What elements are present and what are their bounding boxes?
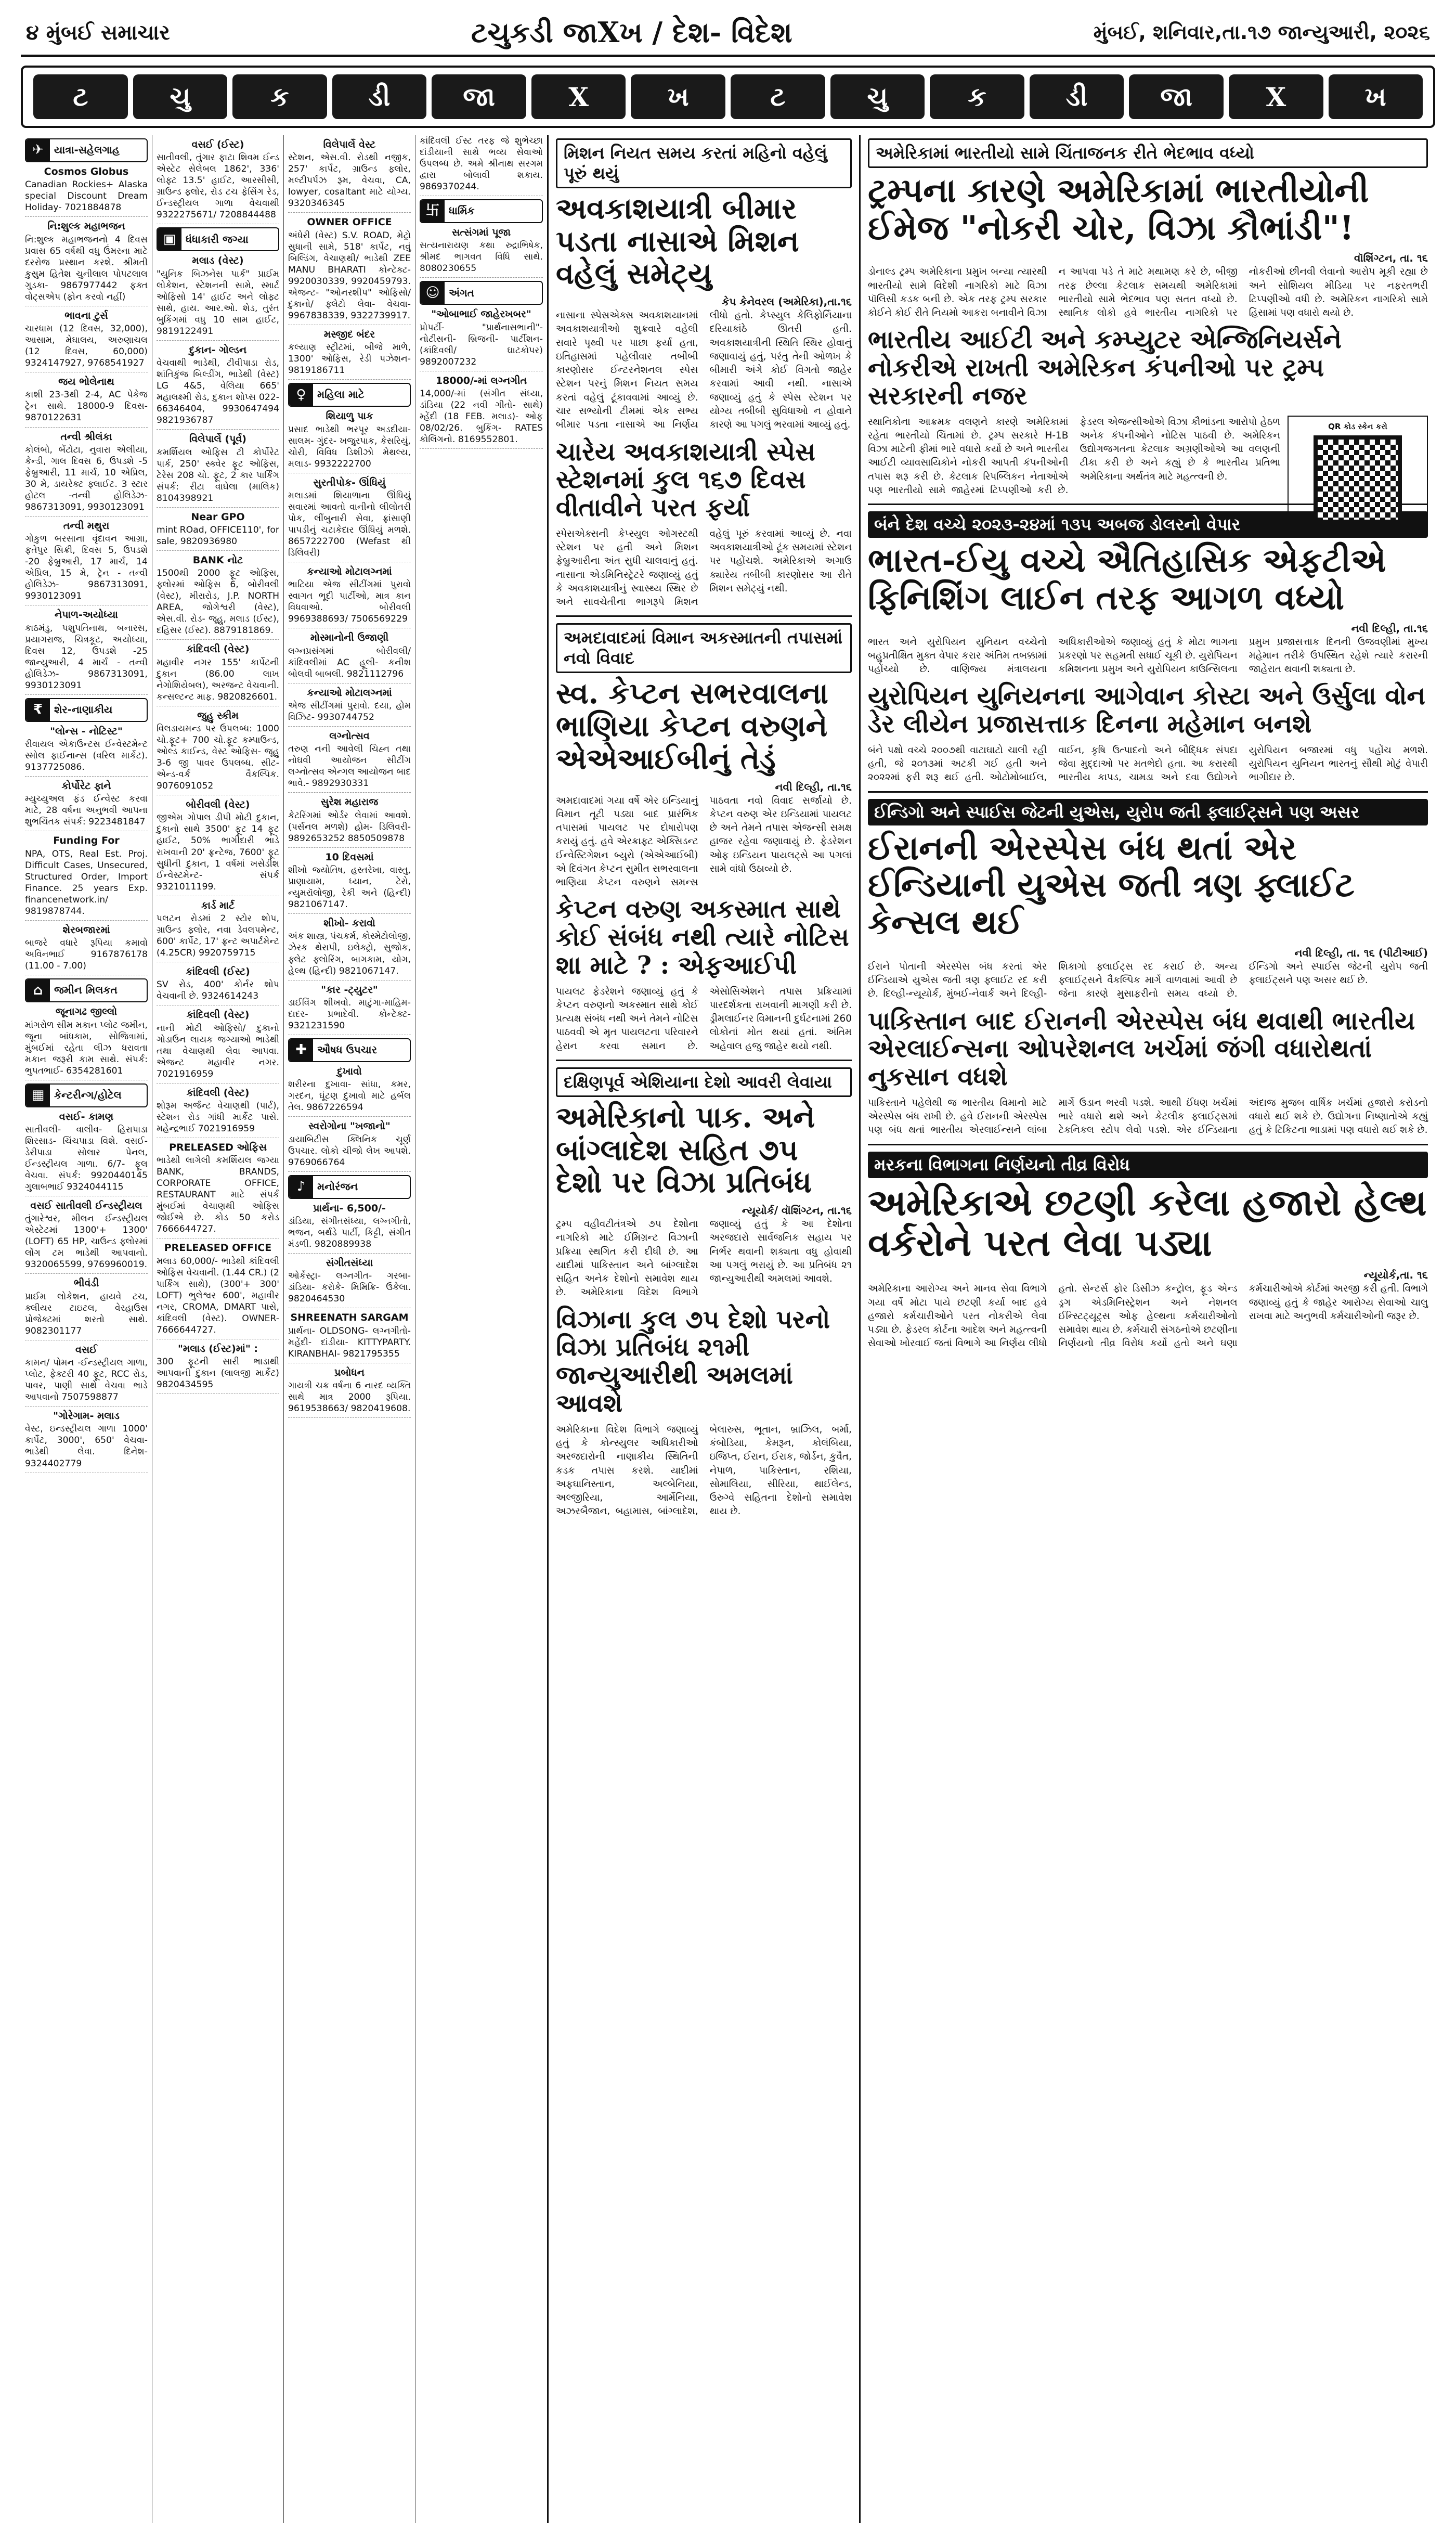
ad-title: "કાર -ટ્યુટર" xyxy=(321,984,378,996)
classified-column-3 xyxy=(284,135,415,2523)
divider xyxy=(868,1144,1428,1145)
article-body: નાસાના સ્પેસએક્સ અવકાશયાનમાં અવકાશયાત્રીઓ શુક્રવારે વહેલી સવારે પૃથ્વી પર પાછા ફર્યા હતા, ઇતિહાસમાં પહેલીવાર તબીબી કારણોસર ઈન્ટરનેશનલ સ્પેસ સ્ટેશન પરનું મિશન નિયત સમય કરતાં વહેલું ટૂંકાવવામાં આવ્યું છે. ચાર સભ્યોની ટીમમાં એક સભ્ય બીમાર પડતા નાસાએ આ નિર્ણય લીધો હતો. કેપ્સ્યુલ કેલિફોર્નિયાના દરિયાકાંઠે ઊતરી હતી. અવકાશયાત્રીની સ્થિતિ સ્થિર હોવાનું જણાવાયું હતું, પરંતુ તેની ઓળખ કે બીમારી અંગે કોઈ વિગતો જાહેર કરવામાં આવી નથી. નાસાએ જણાવ્યું હતું કે સ્પેસ સ્ટેશન પર યોગ્ય તબીબી સુવિધાઓ ન હોવાને કારણે આ પગલું ભરવામાં આવ્યું હતું. xyxy=(556,310,852,431)
category-share xyxy=(25,698,148,722)
dateline: મુંબઈ, શનિવાર,તા.૧૭ જાન્યુઆરી, ૨૦૨૬ xyxy=(1093,21,1430,44)
ad-text: તરુણ નની આવેલી ચિહ્ન તથા નોઘવી આયોજન સીટીંગ લગ્નોત્સવ એન્ગલ આયોજન બાદ ભાવે.- 9892930331 xyxy=(288,743,411,793)
ad-text: વેચવાથી ભાડેથી, ટીવીપાડા રોડ, શાંતિકુંજ બિલ્ડીંગ, ભાડેથી (વેસ્ટ) LG 4&5, વેલિયા 665' મહાલક્ષ્મી રોડ, દુકાન શોપ્સ 022-66346404, 9930647494 9821936787 xyxy=(157,357,279,430)
ad-text: કોલંબો, બેંટોટા, નુવારા એલીયા, કેન્ડી, ગાલ દિવસ 6, ઉપડશે -5 ફેબ્રુઆરી, 11 માર્ચ, 10 એપ્રિલ, 30 મે, ડાયરેક્ટ ફ્લાઈટ. 3 સ્ટાર હોટલ -તન્વી હોલિડેઝ- 9867313091, 9930123091 xyxy=(25,444,148,517)
ad-text: NPA, OTS, Real Est. Proj. Difficult Cases, Unsecured, Structured Order, Import Finance. 25 years Exp. financenetwork.in/ 9819878744. xyxy=(25,848,148,921)
qr-code-icon xyxy=(1314,435,1402,524)
news-section xyxy=(549,135,1435,2523)
ad-text: મહાવીર નગર 155' કાર્પેટની દુકાન (86.00 લાખ નેગોશિયેબલ), અરજન્ટ વેચવાની. કન્સલ્ટન્ટ માફ. 9820826601. xyxy=(157,657,279,706)
ad-text: કલ્યાણ સ્ટ્રીટમાં, બીજે માળે, 1300' ઓફિસ, રેડી પઝેશન- 9819186711 xyxy=(288,342,411,380)
article-body: અમેરિકાના વિદેશ વિભાગે જણાવ્યું હતું કે કોન્સ્યુલર અધિકારીઓ અરજદારોની નાણાકીય સ્થિતિની કડક તપાસ કરશે. યાદીમાં અફઘાનિસ્તાન, અલ્બેનિયા, અલ્જીરિયા, આર્મેનિયા, અઝરબૈજાન, બહામાસ, બાંગ્લાદેશ, બેલારુસ, ભૂતાન, બ્રાઝિલ, બર્મા, કંબોડિયા, કેમરૂન, કોલંબિયા, ઇજિપ્ત, ઈરાન, ઈરાક, જોર્ડન, કુવૈત, નેપાળ, પાકિસ્તાન, રશિયા, સોમાલિયા, સીરિયા, થાઈલેન્ડ, ઉરુગ્વે સહિતના દેશોનો સમાવેશ થાય છે. xyxy=(556,1424,852,1517)
ad-text: ડાઈવિંગ શીખવો. માટુંગા-માહિમ- દાદર- પ્રભાદેવી. કોન્ટેક્ટ- 9321231590 xyxy=(288,997,411,1035)
category-label: ઔષધ ઉપચાર xyxy=(317,1043,377,1056)
ad-title: શેરબજારમાં xyxy=(62,924,110,936)
category-label: મહિલા માટે xyxy=(317,388,365,401)
ad-title: "ઓબાભાઈ જાહેરખબર" xyxy=(431,308,531,320)
ad-title: સુરતીપોક- ઊંધિયું xyxy=(313,476,386,488)
article-headline: અવકાશયાત્રી બીમાર પડતા નાસાએ મિશન વહેલું સમેટ્યુ xyxy=(556,191,799,291)
ad-text: બાજરે વધારે રૂપિયા કમાવો અવિનભાઈ 9167876178 (11.00 - 7.00) xyxy=(25,937,148,975)
article-subhead: ચારેય અવકાશયાત્રી સ્પેસ સ્ટેશનમાં કુલ ૧૬૭ દિવસ વીતાવીને પરત ફર્યા xyxy=(556,437,816,523)
category-label: ધાર્મિક xyxy=(449,204,475,217)
banner-letter: ક xyxy=(930,74,1024,119)
ad-title: BANK નોટ xyxy=(192,554,243,566)
ad-title: વસઈ સાતીવલી ઈન્ડસ્ટ્રીયલ xyxy=(30,1200,142,1211)
banner-letter: ચુ xyxy=(830,74,925,119)
ad-title: વિલેપાર્લે (પૂર્વ) xyxy=(189,433,246,445)
article-headline: અમેરિકાએ છટણી કરેલા હજારો હેલ્થ વર્કરોને પરત લેવા પડ્યા xyxy=(868,1180,1427,1264)
article-body: સ્પેસએક્સની કેપ્સ્યુલ ઓગસ્ટથી સ્ટેશન પર હતી અને મિશન ફેબ્રુઆરીના અંત સુધી ચાલવાનું હતું. નાસાના એડમિનિસ્ટ્રેટરે જણાવ્યું હતું કે અવકાશયાત્રીનું સ્વાસ્થ્ય સ્થિર છે અને સાવચેતીના ભાગરૂપે મિશન વહેલું પૂરું કરવામાં આવ્યું છે. નવા અવકાશયાત્રીઓ ટૂંક સમયમાં સ્ટેશન પર પહોંચશે. અમેરિકાએ અગાઉ ક્યારેય તબીબી કારણોસર આ રીતે મિશન સમેટ્યું નથી. xyxy=(556,528,852,608)
article-headline: ટ્રમ્પના કારણે અમેરિકામાં ભારતીયોની ઈમેજ "નોકરી ચોર, વિઝા કૌભાંડી"! xyxy=(868,171,1369,248)
ad-title: કાંદિવલી (વેસ્ટ) xyxy=(186,643,250,655)
ad-title: "મલાડ (ઈસ્ટ)માં" : xyxy=(177,1343,258,1354)
category-label: યાત્રા-સહેલગાહ xyxy=(54,144,120,157)
ad-title: તન્વી મથુરા xyxy=(63,520,110,532)
ad-text: સત્યનારાયણ કથા રુદ્રાભિષેક, શ્રીમદ ભાગવત વિધિ સાથે. 8080230655 xyxy=(420,240,543,278)
article-dateline: નવી દિલ્હી, તા.૧૬ xyxy=(1351,622,1428,635)
ad-title: બોરીવલી (વેસ્ટ) xyxy=(186,799,250,811)
ad-title: કાંદિવલી (વેસ્ટ) xyxy=(186,1009,250,1021)
banner-letter: જા xyxy=(1129,74,1224,119)
article-dateline: ન્યૂયોર્ક,તા. ૧૬ xyxy=(1363,1269,1428,1282)
article-dateline: નવી દિલ્હી, તા.૧૬ xyxy=(775,780,852,793)
classified-banner xyxy=(21,66,1435,128)
ad-title: તન્વી શ્રીલંકા xyxy=(60,431,112,443)
ad-title: "ગોરેગામ- મલાડ xyxy=(53,1410,120,1422)
article-strap: ઈન્ડિગો અને સ્પાઈસ જેટની યુએસ, યુરોપ જતી ફ્લાઈટ્સને પણ અસર xyxy=(868,799,1428,825)
ad-text: ડાયાબિટીસ ક્લિનિક ચૂર્ણ ઉપચાર. લોકો ચીજો લેખ આપશે. 9769066764 xyxy=(288,1134,411,1172)
article-body: અમેરિકાના આરોગ્ય અને માનવ સેવા વિભાગે ગયા વર્ષે મોટા પાયે છટણી કર્યા બાદ હવે હજારો કર્મચારીઓને પરત નોકરીએ લેવા પડ્યા છે. ફેડરલ કોર્ટના આદેશ અને મહત્ત્વની સેવાઓ ખોરવાઈ જતાં વિભાગે આ નિર્ણય લીધો હતો. સેન્ટર્સ ફોર ડિસીઝ કન્ટ્રોલ, ફૂડ એન્ડ ડ્રગ એડમિનિસ્ટ્રેશન અને નેશનલ ઈન્સ્ટિટ્યૂટ્સ ઓફ હેલ્થના કર્મચારીઓનો સમાવેશ થાય છે. કર્મચારી સંગઠનોએ છટણીના નિર્ણયનો તીવ્ર વિરોધ કર્યો હતો અને ઘણા કર્મચારીઓએ કોર્ટમાં અરજી કરી હતી. વિભાગે જણાવ્યું હતું કે જાહેર આરોગ્ય સેવાઓ ચાલુ રાખવા માટે અનુભવી કર્મચારીઓની જરૂર છે. xyxy=(868,1283,1428,1349)
ad-text: mint ROad, OFFICE110', for sale, 9820936980 xyxy=(157,524,279,551)
banner-letter: X xyxy=(1229,74,1323,119)
ad-title: વસઈ xyxy=(75,1344,97,1356)
ad-title: ભાવના ટુર્સ xyxy=(64,309,108,321)
article-dateline: વૉશિંગ્ટન, તા. ૧૬ xyxy=(1354,252,1428,265)
banner-letter: ક xyxy=(232,74,327,119)
page-body xyxy=(21,135,1435,2523)
ad-title: મલાડ (વેસ્ટ) xyxy=(192,255,244,267)
ad-title: વિલેપાર્લે વેસ્ટ xyxy=(323,139,376,150)
ad-text: કમર્શિયલ ઓફિસ ટી કોર્પોરેટ પાર્ક, 250' સ્ક્વેર ફૂટ ઓફિસ, ટેરેસ 208 ચો. ફૂટ, 2 કાર પાર્કિંગ સંપર્ક: રીટા વાઘેલા (માલિક) 8104398921 xyxy=(157,447,279,508)
ad-title: વસઈ- કામણ xyxy=(59,1111,114,1122)
ad-title: મોસ્માનોની ઉજાણી xyxy=(310,632,389,644)
classified-column-4 xyxy=(415,135,547,2523)
ad-title: સત્સંગમાં પૂજા xyxy=(451,227,511,239)
qr-code-box[interactable] xyxy=(1288,416,1428,534)
ad-text: એજ સીટીંગમાં પુરાવો. દયા, હોમ વિઝિટ- 9930744752 xyxy=(288,700,411,727)
ad-text: કાંદિવલી ઈસ્ટ તરફ જે શુભેચ્છા દાંડીયાની સાથે ભવ્ય સેવાઓ ઉપલબ્ધ છે. અમે શ્રીનાથ સરગમ દ્વારા બોલાવી શકાય. 9869370244. xyxy=(420,135,543,196)
rupee-icon: ₹ xyxy=(26,699,50,721)
ad-text: કાશી 23-3થી 2-4, AC પેકેજ ટ્રેન સાથે. 18000-9 દિવસ- 9870122631 xyxy=(25,389,148,427)
house-icon: ⌂ xyxy=(26,979,50,1001)
ad-title: જૂનાગઢ જીલ્લો xyxy=(55,1006,118,1018)
ad-text: Canadian Rockies+ Alaska special Discount Dream Holiday- 7021884878 xyxy=(25,179,148,217)
divider xyxy=(556,1060,852,1061)
ad-text: ભાડેથી લાગેલી કમર્શિયલ જગ્યા BANK, BRANDS, CORPORATE OFFICE, RESTAURANT માટે સંપર્ક મુંબઈમાં વેચાણથી ઓફિસ જોઈએ છે. કોડ 50 કરોડ 7666644727. xyxy=(157,1155,279,1238)
ad-text: અંક શાસ્ત્ર, પંચકર્મ, કોસ્મેટોલોજી, ઝેરક થેરાપી, ઇલેક્ટ્રો, સુજોક, ફ્લેટ ફ્લોરિંગ, બાગકામ, યોગ, હેલ્થ (હિન્દી) 9821067147. xyxy=(288,931,411,980)
article-headline: અમેરિકાનો પાક. અને બાંગ્લાદેશ સહિત ૭૫ દેશો પર વિઝા પ્રતિબંધ xyxy=(556,1100,815,1200)
news-column-left xyxy=(549,135,861,2523)
banner-letter: X xyxy=(531,74,626,119)
classified-column-1 xyxy=(21,135,152,2523)
ad-title: સ્વરોગોના "ખજાનો" xyxy=(308,1120,391,1132)
ad-text: શોરૂમ અર્જન્ટ વેચાણથી (પાર્ટ), સ્ટેશન રોડ ગાંધી માર્કેટ પાસે. મહેન્દ્રભાઈ 7021916959 xyxy=(157,1100,279,1138)
category-hotel xyxy=(25,1083,148,1107)
ad-title: "લોન્સ - નોટિસ્ટ" xyxy=(50,725,123,737)
banner-letter: ખ xyxy=(631,74,725,119)
ad-title: લગ્નોત્સવ xyxy=(329,730,370,742)
article-body: ટ્રમ્પ વહીવટીતંત્રએ ૭૫ દેશોના નાગરિકો માટે ઈમિગ્રન્ટ વિઝાની પ્રક્રિયા સ્થગિત કરી દીધી છે. આ યાદીમાં પાકિસ્તાન અને બાંગ્લાદેશ સહિત અનેક દેશોનો સમાવેશ થાય છે. અમેરિકાના વિદેશ વિભાગે જણાવ્યું હતું કે આ દેશોના અરજદારો સાર્વજનિક સહાય પર નિર્ભર થવાની શક્યતા વધુ હોવાથી આ પગલું ભરાયું છે. આ પ્રતિબંધ ૨૧ જાન્યુઆરીથી અમલમાં આવશે. xyxy=(556,1219,852,1298)
building-icon: ▦ xyxy=(26,1085,50,1106)
ad-text: પ્રાઈમ લોકેશન, હાયવે ટચ, ક્લીયર ટાઇટલ, વેરહાઉસ પ્રોજેક્ટમાં શરતો સાથે. 9082301177 xyxy=(25,1291,148,1340)
category-label: જમીન મિલકત xyxy=(54,984,118,997)
article-strap: મરકના વિભાગના નિર્ણયનો તીવ્ર વિરોધ xyxy=(868,1152,1428,1178)
ad-title: કાંદિવલી (વેસ્ટ) xyxy=(186,1087,250,1099)
category-women xyxy=(288,383,411,407)
banner-letter: ટ xyxy=(731,74,825,119)
news-column-right xyxy=(861,135,1435,2523)
ad-title: PRELEASED ઓફિસ xyxy=(169,1142,267,1154)
section-title: ટચુકડી જાXખ / દેશ- વિદેશ xyxy=(471,16,792,49)
article-body: ડોનાલ્ડ ટ્રમ્પ અમેરિકાના પ્રમુખ બન્યા ત્યારથી ભારતીયો સામે વિદેશી નાગરિકો માટે વિઝા પૉલિસી કડક બની છે. એક તરફ ટ્રમ્પ સરકાર કોઈને કોઈ રીતે નિયમો આકરા બનાવીને વિઝા ન આપવા પડે તે માટે મથામણ કરે છે, બીજી તરફ છેલ્લા કેટલાક સમયથી અમેરિકામાં ભારતીયો સામે ભેદભાવ પણ સતત વધ્યો છે. સ્થાનિક લોકો હવે ભારતીય નાગરિકો પર નોકરીઓ છીનવી લેવાનો આરોપ મૂકી રહ્યા છે અને સોશિયલ મીડિયા પર નફરતભરી ટિપ્પણીઓ વધી છે. અમેરિકન નાગરિકો સામે હિંસામાં પણ વધારો થયો છે. xyxy=(868,266,1428,319)
article-trump xyxy=(868,138,1428,497)
article-headline: સ્વ. કેપ્ટન સભરવાલના ભાણિયા કેપ્ટન વરુણને એએઆઈબીનું તેડું xyxy=(556,676,828,776)
ad-text: ભાટિયા એજ સીટીંગમાં પુરાવો સ્વાગત ભૂદી પાર્ટીઓ, માત્ર કાન વિધવાઓ. બોરીવલી 9969388693/ 7506569229 xyxy=(288,579,411,628)
ad-text: શરીરના દુખાવા- સાંધા, કમર, ગરદન, ઘૂંટણ દુખાવો માટે હર્બલ તેલ. 9867226594 xyxy=(288,1079,411,1117)
ad-text: અંધેરી (વેસ્ટ) S.V. ROAD, મેટ્રો સુધાની સામે, 518' કાર્પેટ, નવું બિલ્ડિંગ, વેચાણથી/ ભાડેથી ZEE MANU BHARATI કોન્ટેક્ટ- 9920030339, 9920459793. એજન્ટ- "ઓનરશીપ" ઓફિસો/ દુકાનો/ ફ્લેટો લેવા- વેચવા- 9967838339, 9322739917. xyxy=(288,230,411,325)
woman-icon: ♀ xyxy=(289,384,313,406)
article-nasa xyxy=(556,138,852,609)
ad-text: તુંગારેશ્વર, મીલન ઈન્ડસ્ટ્રીયલ એસ્ટેટમાં 1300'+ 1300' (LOFT) 65 HP, ચાઉન્ડ ફ્લોરમાં લોંગ ટમ ભાડેથી આપવાનો. 9320065599, 9769960019. xyxy=(25,1213,148,1274)
article-body: અમદાવાદમાં ગયા વર્ષે એર ઇન્ડિયાનું વિમાન તૂટી પડ્યા બાદ પ્રારંભિક તપાસમાં પાયલટ પર દોષારોપણ કરાયું હતું. હવે એરક્રાફ્ટ એક્સિડન્ટ ઈન્વેસ્ટિગેશન બ્યુરો (એએઆઈબી) એ દિવંગત કેપ્ટન સુમીત સભરવાલના ભાણિયા કેપ્ટન વરુણને સમન્સ પાઠવતા નવો વિવાદ સર્જાયો છે. કેપ્ટન વરુણ એર ઇન્ડિયામાં પાયલટ છે અને તેમને તપાસ એજન્સી સમક્ષ હાજર રહેવા જણાવાયું છે. ફેડરેશન ઓફ ઇન્ડિયન પાયલટ્સે આ પગલાં સામે વાંધો ઉઠાવ્યો છે. xyxy=(556,795,852,888)
ad-title: જુહુ સ્કીમ xyxy=(197,709,239,721)
ad-text: માંગરોળ સીમ મકાન પ્લોટ જમીન, જૂના બાંધકામ, સોજિત્રામાં, મુંબઈમાં રહેતા લીઝ ધરાવતા મકાન જરૂરી કામ સાથે. સંપર્ક: ભુપતભાઈ- 6354281601 xyxy=(25,1020,148,1080)
article-subhead: પાકિસ્તાન બાદ ઈરાનની એરસ્પેસ બંધ થવાથી ભારતીય એરલાઈન્સના ઓપરેશનલ ખર્ચમાં જંગી વધારોથતાં નુકસાન વધશે xyxy=(868,1006,1415,1091)
ad-title: દુખાવો xyxy=(337,1065,362,1077)
shop-icon: ▣ xyxy=(158,228,181,250)
ad-title: મસ્જીદ બંદર xyxy=(323,328,375,340)
ad-text: મલાડ 60,000/- ભાડેથી કાંદિવલી ઓફિસ વેચવાની. (1.44 CR.) (2 પાર્કિંગ સાથે), (300'+ 300' LOFT) ભુલેશ્વર 600', મહાવીર નગર, CROMA, DMART પાસે, કાંદિવલી (વેસ્ટ). OWNER- 7666644727. xyxy=(157,1256,279,1339)
ad-text: લગ્નપ્રસંગમાં બોરીવલી/ કાંદિવલીમાં AC હૂલી- કનીશ બોલવી બાબલી. 9821112796 xyxy=(288,646,411,683)
article-strap: અમદાવાદમાં વિમાન અકસ્માતની તપાસમાં નવો વિવાદ xyxy=(556,623,852,673)
ad-text: સાતીવલી- વાલીવ- હિરાપાડા શિરસાડ- ચિંચપાડા વિશે. વસઈ- ડેરીપાડા સોલાર પેનલ, ઈન્ડસ્ટ્રીયલ ગાળા. 6/7- ફૂલ વેચવા. સંપર્ક: 9920440145 ગુલાબભાઈ 9324044115 xyxy=(25,1124,148,1196)
article-subhead: વિઝાના કુલ ૭૫ દેશો પરનો વિઝા પ્રતિબંધ ૨૧મી જાન્યુઆરીથી અમલમાં આવશે xyxy=(556,1305,830,1418)
article-dateline: કેપ કેનેવરલ (અમેરિકા),તા.૧૬ xyxy=(722,295,852,308)
article-health xyxy=(868,1152,1428,1351)
ad-title: નિ:શુલ્ક મહાભજન xyxy=(47,221,125,233)
ad-text: SV રોડ, 400' કોર્નર શોપ વેચવાની છે. 9324614243 xyxy=(157,979,279,1005)
ad-text: પલટન રોડમાં 2 સ્ટોર શોપ, ગ્રાઉન્ડ ફ્લોર, નવા ડેવલપમેન્ટ, 600' કાર્પેટ, 17' ફ્રન્ટ અપાર્ટમેન્ટ (4.25CR) 9920759715 xyxy=(157,913,279,962)
banner-letter: ડી xyxy=(1030,74,1124,119)
music-icon: ♪ xyxy=(289,1176,313,1198)
classifieds-section xyxy=(21,135,549,2523)
medicine-icon: ✚ xyxy=(289,1039,313,1061)
category-medicine xyxy=(288,1038,411,1062)
swastik-icon: 卐 xyxy=(421,200,445,222)
ad-text: પ્રસાદ ભાડેથી ભરપૂર અડદીયા- સાલમ- ગુંદર- ખજુરપાક, કેસરિયું, ચોરી, વિવિધ ડિશીઝો મેથલ્ય, મલાડ- 9932222700 xyxy=(288,424,411,473)
ad-title: નેપાળ-અયોધ્યા xyxy=(55,609,118,621)
article-dateline: નવી દિલ્હી, તા. ૧૬ (પીટીઆઈ) xyxy=(1294,946,1428,959)
ad-text: વેસ્ટ, ઇન્ડસ્ટ્રીયલ ગાળા 1000' કાર્પેટ, 3000', 650' વેચવા-ભાડેથી લેવા. દિનેશ- 9324402779 xyxy=(25,1423,148,1473)
ad-title: દુકાન- ગોલ્ડન xyxy=(189,344,247,356)
article-dateline: ન્યૂયોર્ક/ વૉશિંગ્ટન, તા.૧૬ xyxy=(742,1204,852,1217)
ad-title: PRELEASED OFFICE xyxy=(164,1242,272,1254)
category-personal xyxy=(420,281,543,305)
masthead xyxy=(21,10,1435,57)
ad-title: કાંદિવલી (ઈસ્ટ) xyxy=(186,965,250,977)
ad-title: પ્રાર્થના- 6,500/- xyxy=(313,1202,386,1214)
travel-icon: ✈ xyxy=(26,139,50,161)
ad-title: કોર્પોરેટ ફાને xyxy=(61,780,111,792)
ad-title: શિયાળુ પાક xyxy=(326,410,373,422)
ad-title: પ્રબોધન xyxy=(334,1366,365,1378)
article-body: ભારત અને યુરોપિયન યુનિયન વચ્ચેનો બહુપ્રતીક્ષિત મુક્ત વેપાર કરાર અંતિમ તબક્કામાં પહોંચ્યો છે. વાણિજ્ય મંત્રાલયના અધિકારીઓએ જણાવ્યું હતું કે મોટા ભાગના પ્રકરણો પર સહમતી સધાઈ ચૂકી છે. યુરોપિયન કમિશનના પ્રમુખ અને યુરોપિયન કાઉન્સિલના પ્રમુખ પ્રજાસત્તાક દિનની ઉજવણીમાં મુખ્ય મહેમાન તરીકે ઉપસ્થિત રહેશે ત્યારે કરારની જાહેરાત થવાની શક્યતા છે. xyxy=(868,636,1428,675)
category-land xyxy=(25,978,148,1002)
article-strap: અમેરિકામાં ભારતીયો સામે ચિંતાજનક રીતે ભેદભાવ વધ્યો xyxy=(868,138,1428,168)
article-subhead: યુરોપિયન યુનિયનના આગેવાન કોસ્ટા અને ઉર્સુલા વોન ડેર લીયેન પ્રજાસત્તાક દિનના મહેમાન બનશે xyxy=(868,681,1426,739)
article-body: પાયલટ ફેડરેશને જણાવ્યું હતું કે કેપ્ટન વરુણનો અકસ્માત સાથે કોઈ પ્રત્યક્ષ સંબંધ નથી અને તેમને નોટિસ પાઠવવી એ મૃત પાયલટના પરિવારને હેરાન કરવા સમાન છે. એસોસિએશને તપાસ પ્રક્રિયામાં પારદર્શકતા રાખવાની માગણી કરી છે. ડ્રીમલાઈનર વિમાનની દુર્ઘટનામાં 260 લોકોનાં મોત થયાં હતાં. અંતિમ અહેવાલ હજુ જાહેર થયો નથી. xyxy=(556,986,852,1052)
ad-title: SHREENATH SARGAM xyxy=(290,1312,409,1324)
article-strap: મિશન નિયત સમય કરતાં મહિનો વહેલું પૂરું થયું xyxy=(556,138,852,188)
banner-letter: ડી xyxy=(332,74,427,119)
ad-title: કન્યાઓ મોટાલગ્નમાં xyxy=(307,687,392,699)
category-label: અંગત xyxy=(449,286,474,299)
article-body: સ્થાનિકોના આક્રમક વલણને કારણે અમેરિકામાં રહેતા ભારતીયો ચિંતામાં છે. ટ્રમ્પ સરકારે H-1B વિઝા માટેની ફીમાં ભારે વધારો કર્યો છે અને ભારતીય આઈટી વ્યાવસાયિકોને નોકરી આપતી કંપનીઓની તપાસ શરૂ કરી છે. કેટલાક રિપબ્લિકન નેતાઓએ પણ ભારતીયો સામે જાહેરમાં ટિપ્પણીઓ કરી છે. ફેડરલ એજન્સીઓએ વિઝા કૌભાંડના આરોપો હેઠળ અનેક કંપનીઓને નોટિસ પાઠવી છે. અમેરિકન ઉદ્યોગજગતના કેટલાક અગ્રણીઓએ આ વલણની ટીકા કરી છે અને કહ્યું છે કે ભારતીય પ્રતિભા અમેરિકાના અર્થતંત્ર માટે મહત્ત્વની છે. xyxy=(868,416,1280,496)
article-subhead: કેપ્ટન વરુણ અકસ્માત સાથે કોઈ સંબંધ નથી ત્યારે નોટિસ શા માટે ? : એફઆઈપી xyxy=(556,895,849,980)
ad-text: કામન/ પોમન -ઈન્ડસ્ટ્રીયલ ગાળા, પ્લોટ, ફેક્ટરી 40 ફૂટ, RCC રોડ, પાવર, પાણી સાથે વેચવા ભાડે આપવાનો 7507598877 xyxy=(25,1357,148,1407)
ad-text: ચારધામ (12 દિવસ, 32,000), આસામ, મેઘાલય, અરુણાચલ (12 દિવસ, 60,000) 9324147927, 9768541927 xyxy=(25,323,148,372)
ad-title: સુરેશ મહારાજ xyxy=(320,796,379,808)
ad-text: નિ:શુલ્ક મહાભજનનો 4 દિવસ પ્રવાસ 65 વર્ષથી વધુ ઉંમરના માટે દરરોજ પ્રસ્થાન કરશે. શ્રીમતી કુસુમ હિતેશ ચુનીલાલ પોપટલાલ ગુડકા- 9867977442 ફક્ત વોટ્સએપ (ફોન કરવો નહીં) xyxy=(25,234,148,306)
ad-text: રીવાયલ એકાઉન્ટસ ઈન્વેસ્ટમેન્ટ સ્મોલ ફાઈનાન્સ (વરિલ માર્કેટ). 9137725086. xyxy=(25,739,148,777)
ad-title: કાર્ડ માર્ટ xyxy=(201,899,235,911)
article-eu xyxy=(868,511,1428,784)
ad-text: ઓર્કેસ્ટ્રા- લગ્નગીત- ગરબા- ડાંડિયા- કરોકે- મિમિક્રિ- ઉકેલા. 9820464530 xyxy=(288,1270,411,1308)
ad-title: શીખો- કરાવો xyxy=(323,918,375,930)
article-headline: ઈરાનની એરસ્પેસ બંધ થતાં એર ઈન્ડિયાની યુએસ જતી ત્રણ ફ્લાઈટ કેન્સલ થઈ xyxy=(868,828,1355,943)
category-label: કેન્ટરીન્ગ/હોટેલ xyxy=(54,1088,122,1101)
banner-letter: ટ xyxy=(33,74,128,119)
ad-text: સાતીવલી, તુંગાર ફાટા શિવમ ઈન્ડ એસ્ટેટ સેલેબલ 1862', 336' લોફ્ટ 13.5' હાઈટ, આરસીસી, ગ્રાઉન્ડ ફ્લોર, રોડ ટચ ફેસિંગ રેડ, ઈન્ડસ્ટ્રીયલ ગાળા વેચવાથી 9322275671/ 7208844488 xyxy=(157,152,279,224)
article-crash xyxy=(556,623,852,1053)
ad-text: 1500થી 2000 ફૂટ ઓફિસ, ફ્લોરમાં ઓફિસ 6, બોરીવલી (વેસ્ટ), મીરારોડ, J.P. NORTH AREA, જોગેશ્વરી (વેસ્ટ), એસ.વી. રોડ- જૂહુ, મલાડ (ઈસ્ટ), દહિસર (ઈસ્ટ). 8879181869. xyxy=(157,567,279,640)
ad-text: "યુનિક બિઝનેસ પાર્ક" પ્રાઈમ લોકેશન, સ્ટેશનની સામે, સ્માર્ટ ઓફિસો 14' હાઈટ અને લોફ્ટ સાથે, હાય. આર.ઓ. શેડ, તુરંત બુકિંગમાં વધુ 10 સામ હાઈટ, 9819122491 xyxy=(157,268,279,341)
ad-text: ડાંડિયા, સંગીતસંધ્યા, લગ્નગીતો, ભજન, બર્થડે પાર્ટી, કિટ્ટી, સંગીત મંડળી. 9820889938 xyxy=(288,1216,411,1254)
ad-text: મ્યુચ્યુઅલ ફંડ ઈન્વેસ્ટ કરવા માટે, 28 વર્ષના અનુભવી આપના શુભચિંતક સંપર્ક: 9223481847 xyxy=(25,793,148,831)
ad-text: ગોકુળ બરસાના વૃંદાવન આગ્રા, ફતેપુર સિક્રી, દિવસ 5, ઉપડશે -20 ફેબ્રુઆરી, 17 માર્ચ, 14 એપ્રિલ, 15 મે, ટ્રેન - તન્વી હોલિડેઝ- 9867313091, 9930123091 xyxy=(25,533,148,605)
article-iran xyxy=(868,799,1428,1138)
category-travel xyxy=(25,138,148,162)
ad-title: જય ભોલેનાથ xyxy=(58,376,114,388)
ad-text: વિલડાયમન્ડ પર ઉપલબ્ધ: 1000 ચો.ફૂટ+ 700 ચો.ફૂટ કમ્પાઉન્ડ, ઓલ્ડ કાઈન્ડ, વેસ્ટ ઓફિસ- જૂહુ 3-6 જી પાવર ઉપલબ્ધ. સીટ-એન્ડ-વર્ક વૈકલ્પિક. 9076091052 xyxy=(157,723,279,795)
article-subhead: ભારતીય આઈટી અને કમ્પ્યુટર એન્જિનિયર્સને નોકરીએ રાખતી અમેરિકન કંપનીઓ પર ટ્રમ્પ સરકારની નજર xyxy=(868,325,1342,410)
category-label: શેર-નાણાકીય xyxy=(54,703,113,716)
article-body: બંને પક્ષો વચ્ચે ૨૦૦૭થી વાટાઘાટો ચાલી રહી હતી, જે ૨૦૧૩માં અટકી ગઈ હતી અને ૨૦૨૨માં ફરી શરૂ થઈ હતી. ઓટોમોબાઈલ, વાઈન, કૃષિ ઉત્પાદનો અને બૌદ્ધિક સંપદા જેવા મુદ્દાઓ પર મતભેદો હતા. આ કરારથી ભારતીય કાપડ, ચામડા અને દવા ઉદ્યોગને યુરોપિયન બજારમાં વધુ પહોંચ મળશે. યુરોપિયન યુનિયન ભારતનું સૌથી મોટું વેપારી ભાગીદાર છે. xyxy=(868,744,1428,783)
article-headline: ભારત-ઈયુ વચ્ચે ઐતિહાસિક એફટીએ ફિનિશિંગ લાઈન તરફ આગળ વધ્યો xyxy=(868,541,1386,617)
ad-title: OWNER OFFICE xyxy=(307,216,392,228)
banner-letter: ચુ xyxy=(133,74,228,119)
category-business-space xyxy=(157,227,279,251)
ad-title: સંગીતસંધ્યા xyxy=(326,1257,373,1269)
ad-text: સ્ટેશન, એસ.વી. રોડથી નજીક, 257' કાર્પેટ, ગ્રાઉન્ડ ફ્લોર, મલ્ટીપર્પઝ રૂમ, વેચવા, CA, lowyer, cosaltant માટે યોગ્ય. 9320346345 xyxy=(288,152,411,213)
banner-letter: જા xyxy=(432,74,526,119)
ad-title: વસઈ (ઈસ્ટ) xyxy=(191,139,244,150)
ad-title: 10 દિવસમાં xyxy=(325,851,374,863)
ad-text: નાની મોટી ઓફિસો/ દુકાનો ગોડાઉન લાયક જગ્યાઓ ભાડેથી તથા વેચાણથી લેવા આપવા. એજન્ટ મહાવીર નગર. 7021916959 xyxy=(157,1023,279,1083)
ad-text: ગાયત્રી ચક્ર વર્ષના 6 નારદ વ્યક્તિ સાથે માત્ર 2000 રૂપિયા. 9619538663/ 9820419608. xyxy=(288,1380,411,1418)
article-visa xyxy=(556,1067,852,1519)
ad-text: મલાડમાં શિયાળાના ઊંધિયું સવારમાં આવતો વાનીનો લીલોતરી પોક, લીંબુનારી સેવા, ફ્રાંસાણી પાપડીનું ચટાકેદાર ઊંધિયું મળશે. 8657222700 (Wefast થી ડિલિવરી) xyxy=(288,490,411,562)
ad-text: પ્રાર્થના- OLDSONG- લગ્નગીતો- મહેંદી- દાંડીયા- KITTYPARTY. KIRANBHAI- 9821795355 xyxy=(288,1325,411,1363)
ad-title: કન્યાઓ મોટાલગ્નમાં xyxy=(307,565,392,577)
ad-title: Funding For xyxy=(53,835,120,847)
page-label: ૪ મુંબઈ સમાચાર xyxy=(26,20,170,45)
category-religious xyxy=(420,199,543,223)
ad-text: કાઠમંડુ, પશુપતિનાથ, બનારસ, પ્રયાગરાજ, ચિત્રકૂટ, અયોધ્યા, દિવસ 12, ઉપડશે -25 જાન્યુઆરી, 4 માર્ચ - તન્વી હોલિડેઝ- 9867313091, 9930123091 xyxy=(25,623,148,695)
category-label: ધંધાકારી જગ્યા xyxy=(186,233,249,246)
divider xyxy=(868,791,1428,793)
ad-text: પ્રોપર્ટી- "પ્રાર્થનાસભાની"- નોટીસની- બ્રિજની- પાર્ટીશન- (કાંદિવલી/ ઘાટકોપર) 9892007232 xyxy=(420,322,543,371)
ad-text: કેટરિંગમાં ઓર્ડર લેવામાં આવશે. (પર્સનલ મળશે) હોમ- ડિલિવરી- 9892653252 8850509878 xyxy=(288,810,411,848)
person-icon: ☺ xyxy=(421,282,445,304)
banner-letter: ખ xyxy=(1329,74,1423,119)
ad-text: 300 ફૂટની સારી ભાડાથી આપવાની દુકાન (લાલજી માર્કેટ) 9820434595 xyxy=(157,1356,279,1394)
ad-title: Near GPO xyxy=(191,511,245,523)
category-label: મનોરંજન xyxy=(317,1180,358,1193)
ad-text: 14,000/-માં (સંગીત સંધ્યા, ડાંડિયા (22 નવી ગીતો- સાથે) મ્હેંદી (18 FEB. મલાડ)- ઓફ 08/02/26. બુકિંગ- RATES કોલિંગનો. 8169552801. xyxy=(420,388,543,449)
ad-title: Cosmos Globus xyxy=(44,166,129,177)
article-strap: બંને દેશ વચ્ચે ૨૦૨૩-૨૪માં ૧૩૫ અબજ ડોલરનો વેપાર xyxy=(868,511,1428,538)
article-body: ઈરાને પોતાની એરસ્પેસ બંધ કરતાં એર ઈન્ડિયાએ યુએસ જતી ત્રણ ફ્લાઈટ રદ કરી છે. દિલ્હી-ન્યૂયોર્ક, મુંબઈ-નેવાર્ક અને દિલ્હી-શિકાગો ફ્લાઈટ્સ રદ કરાઈ છે. અન્ય ફ્લાઈટ્સને વૈકલ્પિક માર્ગે વાળવામાં આવી છે જેના કારણે મુસાફરીનો સમય વધ્યો છે. ઈન્ડિગો અને સ્પાઈસ જેટની યુરોપ જતી ફ્લાઈટ્સને પણ અસર થઈ છે. xyxy=(868,961,1428,1000)
classified-column-2 xyxy=(152,135,284,2523)
ad-title: ભીવંડી xyxy=(73,1278,99,1289)
divider xyxy=(556,615,852,617)
ad-title: 18000/-માં લગ્નગીત xyxy=(435,375,527,386)
ad-text: શીખો જ્યોતિષ, હસ્તરેખા, વાસ્તુ, પ્રાણાયામ, ધ્યાન, ટેરો, ન્યુમરૉલોજી, રેકી અને (હિન્દી) 9821067147. xyxy=(288,864,411,914)
ad-text: જીએમ ગોપાલ ડીપી મોટી દુકાન, દુકાનો સાથે 3500' ફૂટ 14 ફૂટ હાઈટ, 50% ભાગીદારી ભાડે રાખવાની 20' ફ્રન્ટેજ, 7600' ફૂટ સુધીની દુકાન, 1 વર્ષમાં ખસેડીશ ઈન્વેસ્ટમેન્ટ- સંપર્ક 9321011199. xyxy=(157,812,279,896)
article-strap: દક્ષિણપૂર્વ એશિયાના દેશો આવરી લેવાયા xyxy=(556,1067,852,1097)
category-entertainment xyxy=(288,1175,411,1199)
qr-label: QR કોડ સ્કેન કરો xyxy=(1328,421,1387,431)
article-body: પાકિસ્તાને પહેલેથી જ ભારતીય વિમાનો માટે એરસ્પેસ બંધ રાખી છે. હવે ઈરાનની એરસ્પેસ પણ બંધ થતાં ભારતીય એરલાઈન્સને લાંબા માર્ગે ઉડાન ભરવી પડશે. આથી ઈંધણ ખર્ચમાં ભારે વધારો થશે અને કેટલીક ફ્લાઈટ્સમાં ટેકનિકલ સ્ટોપ લેવો પડશે. એર ઈન્ડિયાના અંદાજ મુજબ વાર્ષિક ખર્ચમાં હજારો કરોડનો વધારો થઈ શકે છે. ઉદ્યોગના નિષ્ણાતોએ કહ્યું હતું કે ટિકિટના ભાડામાં પણ વધારો થઈ શકે છે. xyxy=(868,1097,1428,1136)
